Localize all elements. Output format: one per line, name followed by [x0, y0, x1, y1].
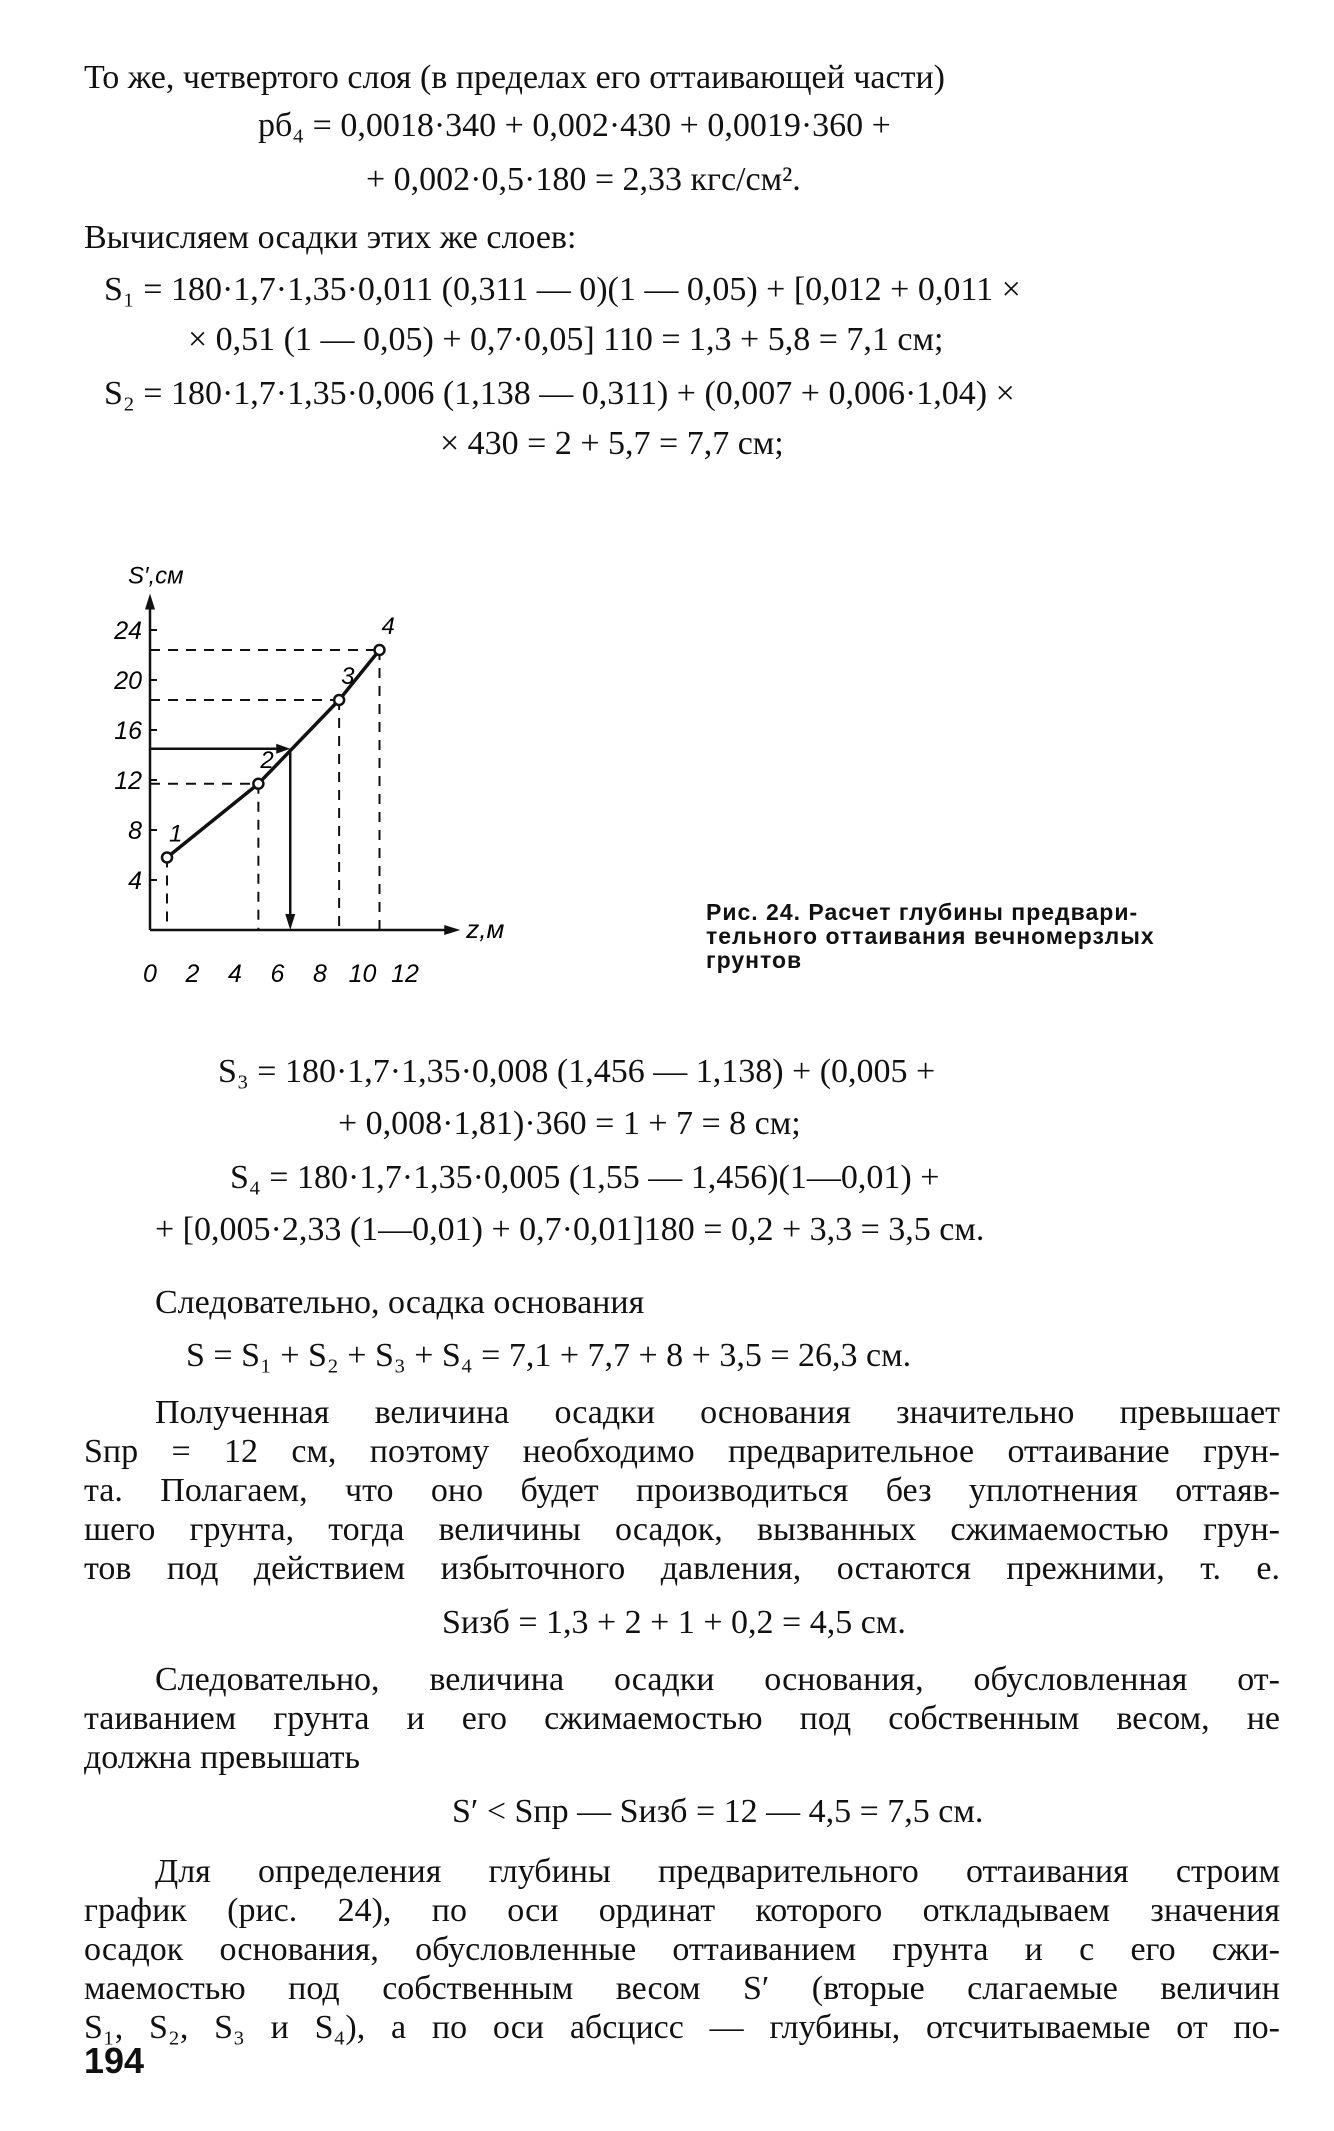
- paragraph-3-line: Для определения глубины предварительного оттаивания строим: [155, 1853, 1280, 1890]
- data-point-label: 4: [381, 613, 395, 640]
- formula-s4-line-1: S₄ = 180·1,7·1,35·0,005 (1,55 — 1,456)(1—0,01) +: [230, 1159, 940, 1196]
- x-tick-label: 12: [391, 960, 419, 988]
- x-tick-label: 0: [143, 960, 157, 988]
- caption-line: Рис. 24. Расчет глубины предвари-: [706, 899, 1139, 925]
- formula-s4-line-2: + [0,005·2,33 (1—0,01) + 0,7·0,01]180 = 0,2 + 3,3 = 3,5 см.: [155, 1211, 985, 1248]
- paragraph-1-line: Полученная величина осадки основания значительно превышает: [155, 1394, 1280, 1431]
- formula-s1-line-2: × 0,51 (1 — 0,05) + 0,7·0,05] 110 = 1,3 + 5,8 = 7,1 см;: [188, 321, 944, 358]
- figure-caption: [706, 900, 1226, 972]
- text-line-settlements: Вычисляем осадки этих же слоев:: [84, 219, 577, 256]
- y-tick-label: 16: [114, 717, 142, 745]
- data-point-label: 1: [169, 820, 183, 848]
- text-line-therefore: Следовательно, осадка основания: [155, 1284, 645, 1321]
- data-point: [334, 695, 344, 705]
- formula-s2-line-2: × 430 = 2 + 5,7 = 7,7 см;: [440, 425, 784, 462]
- y-tick-label: 12: [114, 767, 142, 795]
- paragraph-3-line: S₁, S₂, S₃ и S₄), а по оси абсцисс — глубины, отсчитываемые от по-: [84, 2009, 1280, 2046]
- paragraph-3-line: маемостью под собственным весом S′ (вторые слагаемые величин: [84, 1970, 1280, 2007]
- formula-s-excess: Sизб = 1,3 + 2 + 1 + 0,2 = 4,5 см.: [442, 1604, 906, 1641]
- formula-s1-line-1: S₁ = 180·1,7·1,35·0,011 (0,311 — 0)(1 — 0,05) + [0,012 + 0,011 ×: [104, 271, 1021, 308]
- formula-s2-line-1: S₂ = 180·1,7·1,35·0,006 (1,138 — 0,311) + (0,007 + 0,006·1,04) ×: [104, 375, 1015, 412]
- y-tick-label: 20: [114, 667, 142, 695]
- x-tick-label: 6: [270, 960, 285, 988]
- paragraph-2-line: таиванием грунта и его сжимаемостью под собственным весом, не: [84, 1700, 1280, 1737]
- y-tick-label: 24: [114, 617, 142, 645]
- y-axis-arrow: [145, 594, 155, 610]
- x-tick-label: 8: [313, 960, 327, 988]
- caption-line: тельного оттаивания вечномерзлых: [706, 923, 1155, 949]
- y-axis-label: S′,см: [128, 562, 184, 590]
- x-tick-label: 2: [185, 960, 200, 988]
- paragraph-2-line: должна превышать: [84, 1739, 361, 1776]
- paragraph-1-line: тов под действием избыточного давления, остаются прежними, т. е.: [84, 1550, 1280, 1587]
- formula-p64-line-2: + 0,002·0,5·180 = 2,33 кгс/см².: [366, 161, 801, 198]
- x-axis-label: z,м: [466, 914, 505, 944]
- paragraph-3-line: осадок основания, обусловленные оттаиванием грунта и с его сжи-: [84, 1931, 1280, 1968]
- y-tick-label: 4: [128, 867, 142, 895]
- caption-line: грунтов: [706, 947, 803, 973]
- formula-total-s: S = S₁ + S₂ + S₃ + S₄ = 7,1 + 7,7 + 8 + 3,5 = 26,3 см.: [186, 1337, 912, 1374]
- formula-s3-line-1: S₃ = 180·1,7·1,35·0,008 (1,456 — 1,138) + (0,005 +: [218, 1053, 936, 1090]
- x-axis-arrow: [444, 925, 460, 935]
- paragraph-3-line: график (рис. 24), по оси ординат которого откладываем значения: [84, 1892, 1280, 1929]
- paragraph-2-line: Следовательно, величина осадки основания, обусловленная от-: [155, 1661, 1280, 1698]
- formula-s3-line-2: + 0,008·1,81)·360 = 1 + 7 = 8 см;: [338, 1105, 801, 1142]
- data-point-label: 3: [341, 663, 355, 690]
- page-number: 194: [84, 2040, 145, 2081]
- x-tick-label: 10: [348, 960, 377, 988]
- data-point-label: 2: [260, 746, 274, 774]
- paragraph-1-line: Sпр = 12 см, поэтому необходимо предварительное оттаивание грун-: [84, 1433, 1280, 1470]
- y-tick-label: 8: [128, 817, 142, 845]
- formula-s-prime: S′ < Sпр — Sизб = 12 — 4,5 = 7,5 см.: [452, 1793, 984, 1830]
- text-line-1: То же, четвертого слоя (в пределах его оттаивающей части): [84, 59, 945, 96]
- paragraph-1-line: шего грунта, тогда величины осадок, вызванных сжимаемостью грун-: [84, 1511, 1280, 1548]
- paragraph-1-line: та. Полагаем, что оно будет производиться без уплотнения оттаяв-: [84, 1472, 1280, 1509]
- figure-24-chart: [114, 510, 640, 1010]
- data-point: [253, 779, 263, 789]
- formula-p64-line-1: pб₄ = 0,0018·340 + 0,002·430 + 0,0019·360 +: [258, 107, 891, 144]
- data-point: [162, 853, 172, 863]
- target-arrowhead: [285, 914, 295, 930]
- data-point: [375, 645, 385, 655]
- x-tick-label: 4: [228, 960, 242, 988]
